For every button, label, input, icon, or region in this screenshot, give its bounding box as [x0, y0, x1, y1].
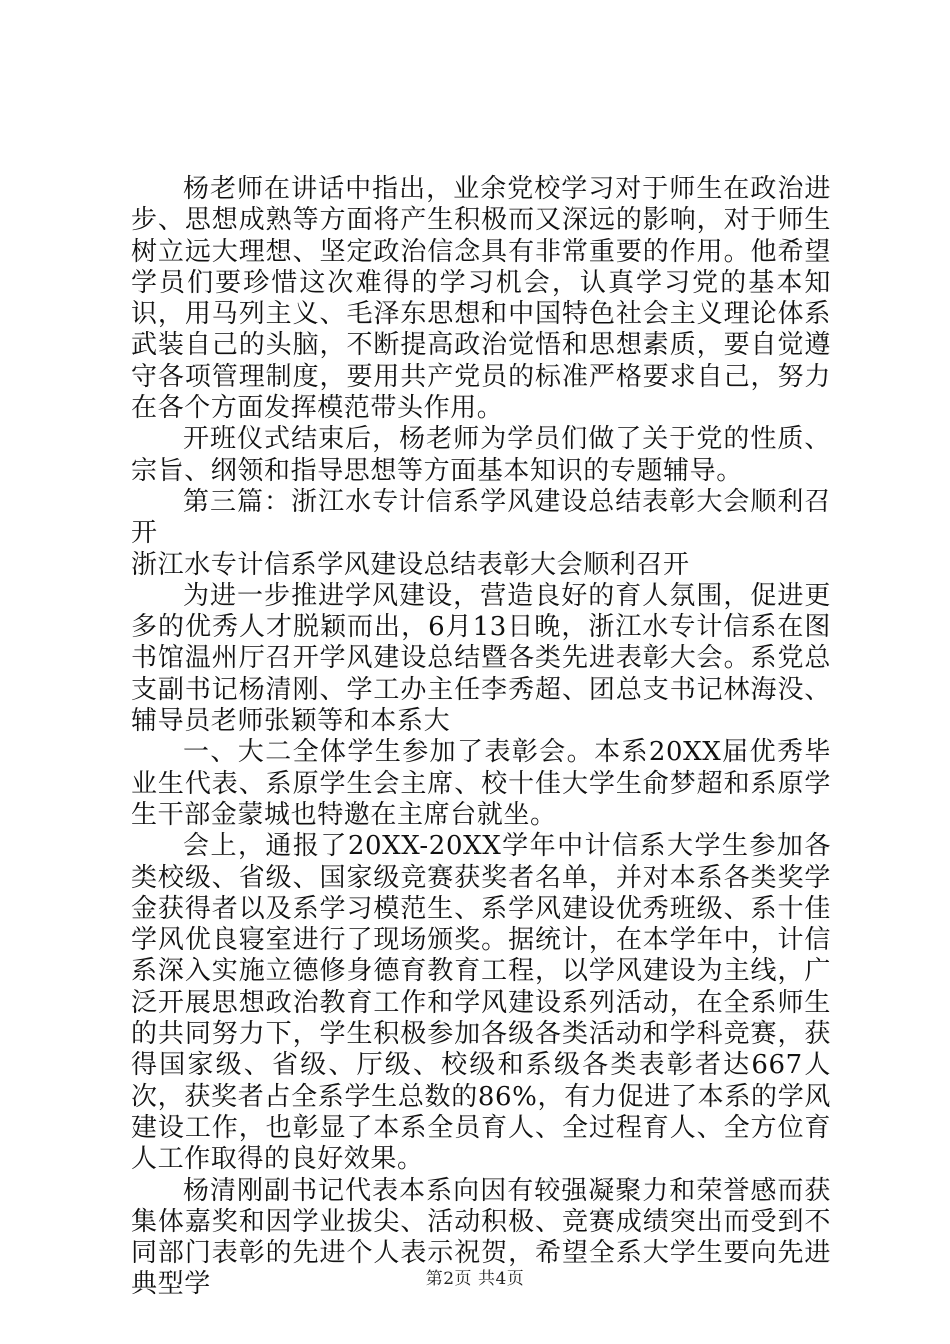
paragraph-attendees: 一、大二全体学生参加了表彰会。本系20XX届优秀毕业生代表、系原学生会主席、校十佳大学生俞梦超和系原学生干部金蒙城也特邀在主席台就坐。: [131, 737, 831, 830]
paragraph-speech: 杨老师在讲话中指出，业余党校学习对于师生在政治进步、思想成熟等方面将产生积极而又深远的影响，对于师生树立远大理想、坚定政治信念具有非常重要的作用。他希望学员们要珍惜这次难得的学习机会，认真学习党的基本知识，用马列主义、毛泽东思想和中国特色社会主义理论体系武装自己的头脑，不断提高政治觉悟和思想素质，要自觉遵守各项管理制度，要用共产党员的标准严格要求自己，努力在各个方面发挥模范带头作用。: [131, 174, 831, 424]
paragraph-awards: 会上，通报了20XX-20XX学年中计信系大学生参加各类校级、省级、国家级竞赛获奖者名单，并对本系各类奖学金获得者以及系学习模范生、系学风建设优秀班级、系十佳学风优良寝室进行了现场颁奖。据统计，在本学年中，计信系深入实施立德修身德育教育工程，以学风建设为主线，广泛开展思想政治教育工作和学风建设系列活动，在全系师生的共同努力下，学生积极参加各级各类活动和学科竞赛，获得国家级、省级、厅级、校级和系级各类表彰者达667人次，获奖者占全系学生总数的86%，有力促进了本系的学风建设工作，也彰显了本系全员育人、全过程育人、全方位育人工作取得的良好效果。: [131, 831, 831, 1175]
document-body: [131, 174, 831, 1301]
section-heading: 第三篇：浙江水专计信系学风建设总结表彰大会顺利召开: [131, 486, 831, 549]
paragraph-congratulations: 杨清刚副书记代表本系向因有较强凝聚力和荣誉感而获集体嘉奖和因学业拔尖、活动积极、竞赛成绩突出而受到不同部门表彰的先进个人表示祝贺，希望全系大学生要向先进典型学: [131, 1175, 831, 1300]
paragraph-intro: 为进一步推进学风建设，营造良好的育人氛围，促进更多的优秀人才脱颖而出，6月13日晚，浙江水专计信系在图书馆温州厅召开学风建设总结暨各类先进表彰大会。系党总支副书记杨清刚、学工办主任李秀超、团总支书记林海没、辅导员老师张颖等和本系大: [131, 580, 831, 737]
article-title: 浙江水专计信系学风建设总结表彰大会顺利召开: [131, 549, 690, 580]
page-footer: 第2页 共4页: [425, 1269, 525, 1289]
paragraph-tutoring: 开班仪式结束后，杨老师为学员们做了关于党的性质、宗旨、纲领和指导思想等方面基本知识的专题辅导。: [131, 424, 831, 486]
